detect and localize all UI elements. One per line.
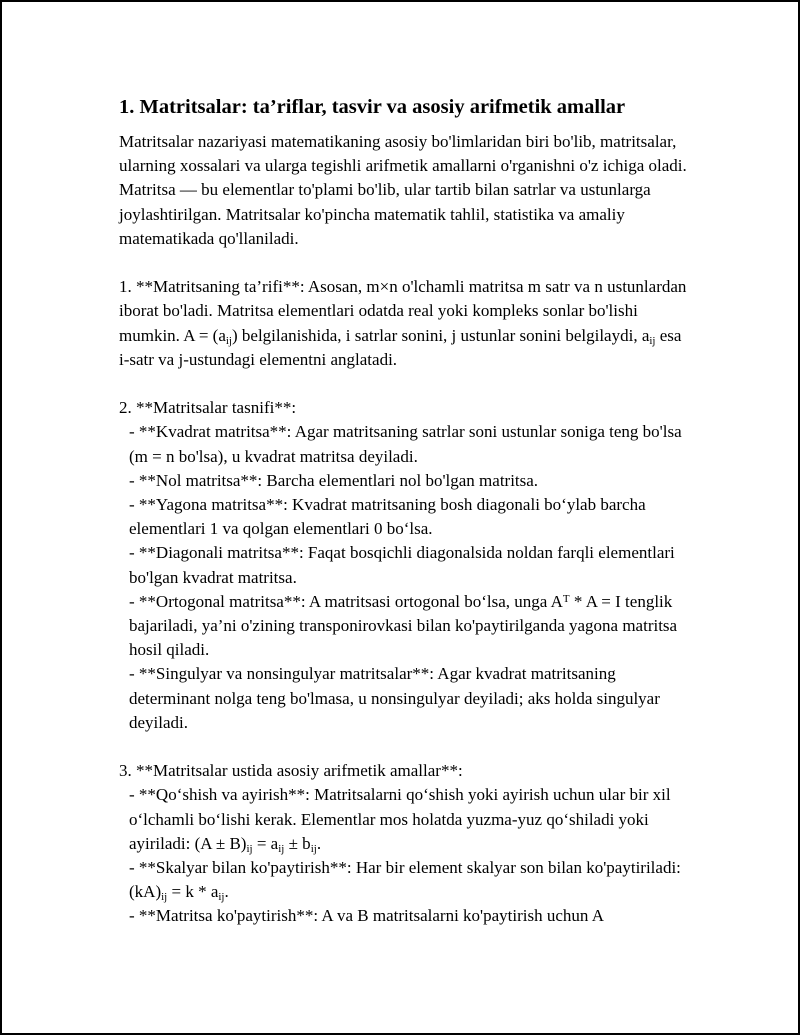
addition-text-a: - **Qo‘shish va ayirish**: Matritsalarni qo‘shish yoki ayirish uchun ular bir xil o‘lchamli bo‘lishi kerak. Elementlar mos holatda yuzma-yuz qo‘shiladi yoki ayiriladi: (A ± B) bbox=[129, 785, 671, 853]
paragraph-gap bbox=[119, 372, 689, 396]
orthogonal-text-b: * A = I tenglik bajariladi, ya’ni o'zining transponirovkasi bilan ko'paytirilganda yagona matritsa hosil qiladi. bbox=[129, 591, 678, 660]
superscript-t: T bbox=[562, 592, 570, 605]
document-body bbox=[119, 94, 689, 929]
subscript-ij: ij bbox=[246, 842, 253, 855]
addition-item bbox=[119, 783, 689, 856]
subscript-ij: ij bbox=[225, 334, 232, 347]
matrix-multiplication-item: - **Matritsa ko'paytirish**: A va B matritsalarni ko'paytirish uchun A bbox=[129, 906, 604, 926]
definition-text-c: esa i-satr va j-ustundagi elementni anglatadi. bbox=[119, 325, 682, 369]
square-matrix-item: - **Kvadrat matritsa**: Agar matritsaning satrlar soni ustunlar soniga teng bo'lsa (m = n bo'lsa), u kvadrat matritsa deyiladi. bbox=[129, 422, 682, 466]
subscript-ij: ij bbox=[649, 334, 656, 347]
zero-matrix-item: - **Nol matritsa**: Barcha elementlari nol bo'lgan matritsa. bbox=[129, 470, 539, 490]
subscript-ij: ij bbox=[161, 891, 168, 904]
classification-heading: 2. **Matritsalar tasnifi**: bbox=[119, 398, 297, 418]
paragraph-gap bbox=[119, 251, 689, 275]
definition-text-b: ) belgilanishida, i satrlar sonini, j ustunlar sonini belgilaydi, a bbox=[232, 325, 650, 345]
paragraph-gap bbox=[119, 735, 689, 759]
scalar-text-c: . bbox=[224, 882, 229, 902]
scalar-text-b: = k * a bbox=[167, 882, 219, 902]
subscript-ij: ij bbox=[278, 842, 285, 855]
diagonal-matrix-item: - **Diagonali matritsa**: Faqat bosqichli diagonalsida noldan farqli elementlari bo'lgan kvadrat matritsa. bbox=[129, 543, 675, 587]
subscript-ij: ij bbox=[218, 891, 225, 904]
intro-paragraph: Matritsalar nazariyasi matematikaning asosiy bo'limlaridan biri bo'lib, matritsalar, ularning xossalari va ularga tegishli arifmetik amallarni o'rganishni o'z ichiga oladi. Matritsa — bu elementlar to'plami bo'lib, ular tartib bilan satrlar va ustunlarga joylashtirilgan. Matritsalar ko'pincha matematik tahlil, statistika va amaliy matematikada qo'llaniladi. bbox=[119, 132, 687, 248]
operations-heading: 3. **Matritsalar ustida asosiy arifmetik amallar**: bbox=[119, 761, 463, 781]
addition-text-c: ± b bbox=[284, 833, 311, 853]
addition-text-b: = a bbox=[252, 833, 279, 853]
definition-text-a: 1. **Matritsaning ta’rifi**: Asosan, m×n o'lchamli matritsa m satr va n ustunlardan iborat bo'ladi. Matritsa elementlari odatda real yoki kompleks sonlar bo'lishi mumkin. A = (a bbox=[119, 277, 687, 345]
scalar-text-a: - **Skalyar bilan ko'paytirish**: Har bir element skalyar son bilan ko'paytiriladi: (kA) bbox=[129, 858, 681, 902]
orthogonal-text-a: - **Ortogonal matritsa**: A matritsasi ortogonal bo‘lsa, unga A bbox=[129, 591, 563, 611]
identity-matrix-item: - **Yagona matritsa**: Kvadrat matritsaning bosh diagonali bo‘ylab barcha elementlari 1 va qolgan elementlari 0 bo‘lsa. bbox=[129, 495, 646, 539]
singular-matrix-item: - **Singulyar va nonsingulyar matritsalar**: Agar kvadrat matritsaning determinant nolga teng bo'lmasa, u nonsingulyar deyiladi; aks holda singulyar deyiladi. bbox=[129, 664, 660, 732]
matrix-definition-paragraph bbox=[119, 275, 689, 372]
scalar-multiplication-item bbox=[119, 856, 689, 904]
subscript-ij: ij bbox=[310, 842, 317, 855]
orthogonal-matrix-item bbox=[119, 590, 689, 663]
section-title: 1. Matritsalar: ta’riflar, tasvir va asosiy arifmetik amallar bbox=[119, 96, 626, 118]
addition-text-d: . bbox=[316, 833, 322, 853]
